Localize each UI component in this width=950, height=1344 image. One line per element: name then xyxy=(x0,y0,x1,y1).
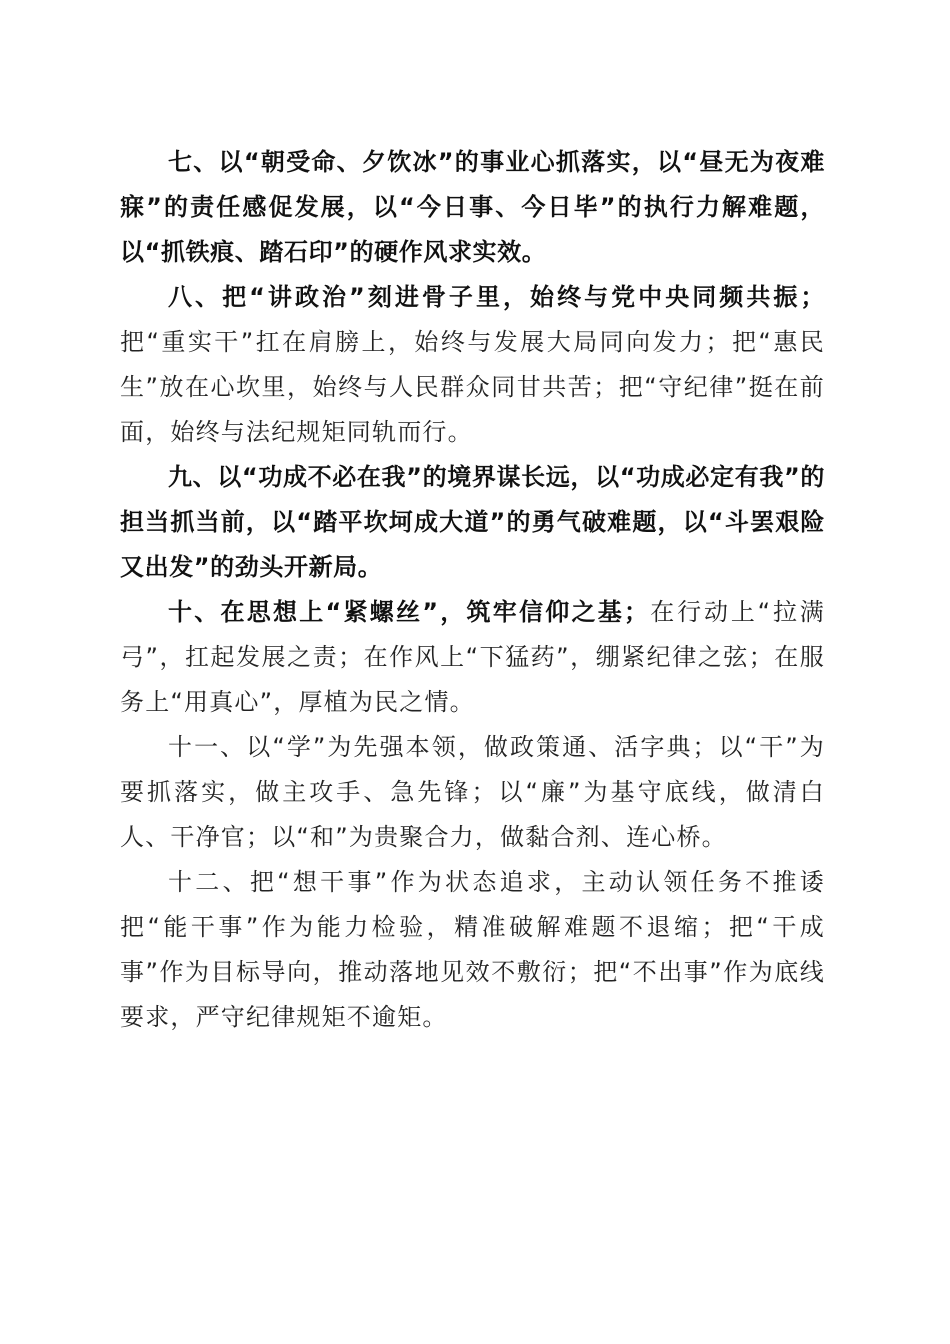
document-body xyxy=(120,140,825,1040)
paragraph-8-light-part: 把“重实干”扛在肩膀上，始终与发展大局同向发力；把“惠民生”放在心坎里，始终与人民群众同甘共苦；把“守纪律”挺在前面，始终与法纪规矩同轨而行。 xyxy=(120,328,825,446)
paragraph-8-bold-part: 八、把“讲政治”刻进骨子里，始终与党中央同频共振； xyxy=(168,283,825,311)
paragraph-11: 十一、以“学”为先强本领，做政策通、活字典；以“干”为要抓落实，做主攻手、急先锋；以“廉”为基守底线，做清白人、干净官；以“和”为贵聚合力，做黏合剂、连心桥。 xyxy=(120,733,825,851)
paragraph-9: 九、以“功成不必在我”的境界谋长远，以“功成必定有我”的担当抓当前，以“踏平坎坷成大道”的勇气破难题，以“斗罢艰险又出发”的劲头开新局。 xyxy=(120,463,825,581)
paragraph-12: 十二、把“想干事”作为状态追求，主动认领任务不推诿把“能干事”作为能力检验，精准破解难题不退缩；把“干成事”作为目标导向，推动落地见效不敷衍；把“不出事”作为底线要求，严守纪律规矩不逾矩。 xyxy=(120,868,825,1031)
paragraph-8 xyxy=(120,275,825,455)
paragraph-10-bold-part: 十、在思想上“紧螺丝”，筑牢信仰之基； xyxy=(168,598,649,626)
paragraph-7: 七、以“朝受命、夕饮冰”的事业心抓落实，以“昼无为夜难寐”的责任感促发展，以“今日事、今日毕”的执行力解难题，以“抓铁痕、踏石印”的硬作风求实效。 xyxy=(120,148,825,266)
paragraph-10-light-part: 在行动上“拉满弓”，扛起发展之责；在作风上“下猛药”，绷紧纪律之弦；在服务上“用真心”，厚植为民之情。 xyxy=(120,598,825,716)
paragraph-10 xyxy=(120,590,825,725)
